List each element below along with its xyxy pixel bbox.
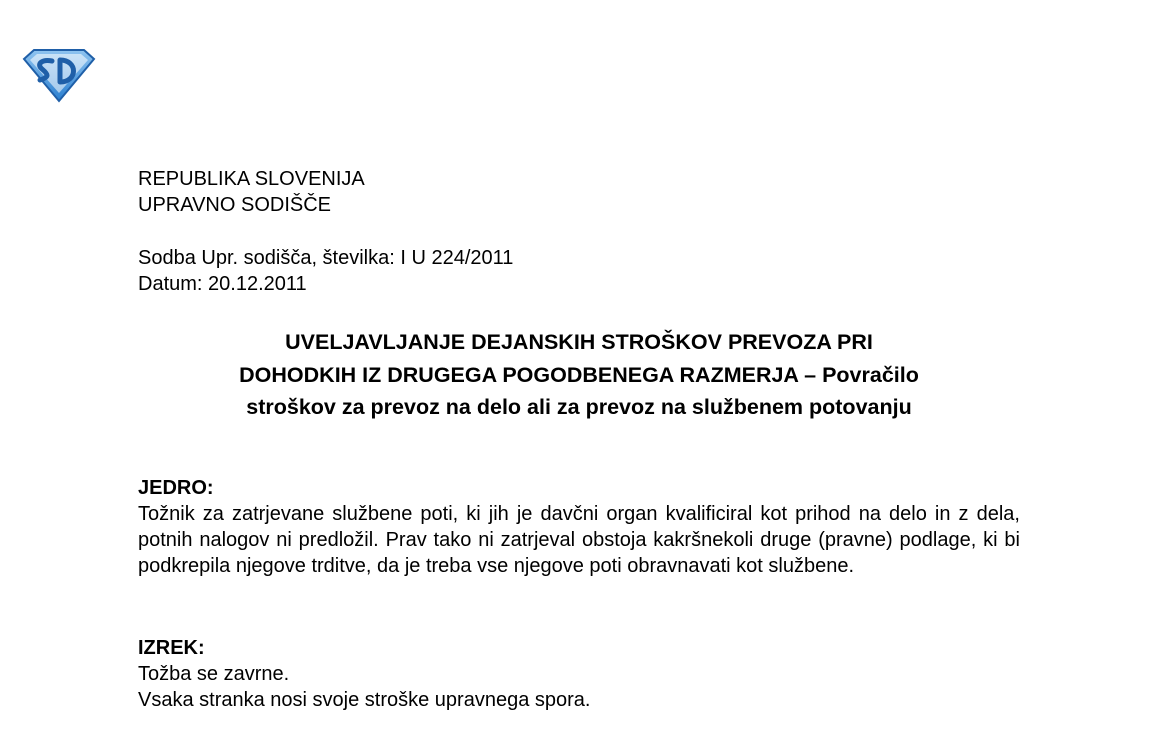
case-number: Sodba Upr. sodišča, številka: I U 224/2011 [138,247,514,269]
court-header [138,166,365,218]
logo [22,47,96,103]
header-country: REPUBLIKA SLOVENIJA [138,168,365,190]
izrek-section [138,635,590,713]
case-date: Datum: 20.12.2011 [138,273,307,295]
jedro-text: Tožnik za zatrjevane službene poti, ki jih je davčni organ kvalificiral kot prihod na delo in z dela, potnih nalogov ni predložil. Prav tako ni zatrjeval obstoja kakršnekoli druge (pravne) podlage, ki bi podkrepila njegove trditve, da je treba vse njegove poti obravnavati kot službene. [138,503,1020,577]
jedro-section [138,475,1020,579]
header-court: UPRAVNO SODIŠČE [138,194,331,216]
document-title [138,326,1020,424]
sd-shield-logo-icon [22,47,96,103]
case-reference [138,245,513,297]
izrek-line-1: Tožba se zavrne. [138,663,290,685]
title-line-1: UVELJAVLJANJE DEJANSKIH STROŠKOV PREVOZA PRI [285,330,873,354]
title-line-2: DOHODKIH IZ DRUGEGA POGODBENEGA RAZMERJA – Povračilo [239,362,919,387]
title-line-3: stroškov za prevoz na delo ali za prevoz na službenem potovanju [246,395,912,419]
izrek-line-2: Vsaka stranka nosi svoje stroške upravnega spora. [138,689,591,711]
jedro-heading: JEDRO: [138,477,214,499]
izrek-heading: IZREK: [138,637,205,659]
